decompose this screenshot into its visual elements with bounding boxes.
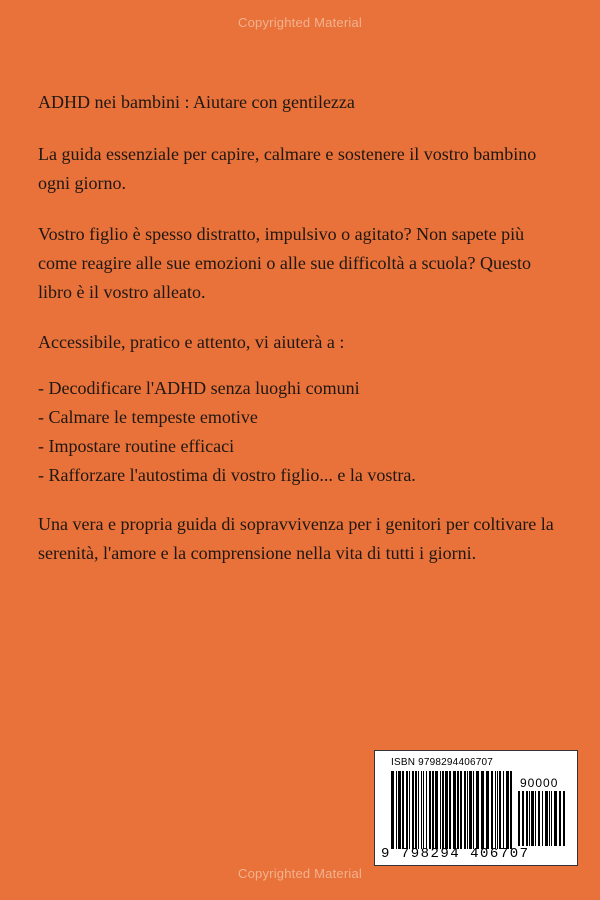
barcode-digits: 9 798294 406707: [381, 846, 530, 862]
copyright-watermark-top: Copyrighted Material: [238, 15, 362, 30]
book-title: ADHD nei bambini : Aiutare con gentilezza: [38, 92, 355, 112]
list-item: - Decodificare l'ADHD senza luoghi comuni: [38, 378, 360, 398]
barcode-addon-bars: [518, 791, 566, 846]
list-item: - Rafforzare l'autostima di vostro figlio... e la vostra.: [38, 465, 416, 485]
barcode-bars: [391, 771, 513, 849]
intro-paragraph: Vostro figlio è spesso distratto, impulsivo o agitato? Non sapete più come reagire alle sue emozioni o alle sue difficoltà a scuola? Questo libro è il vostro alleato.: [38, 224, 531, 302]
list-item: - Calmare le tempeste emotive: [38, 407, 258, 427]
list-item: - Impostare routine efficaci: [38, 436, 235, 456]
isbn-barcode: [374, 750, 578, 866]
book-subtitle: La guida essenziale per capire, calmare e sostenere il vostro bambino ogni giorno.: [38, 144, 537, 193]
benefits-list: [38, 374, 560, 490]
benefits-lead: Accessibile, pratico e attento, vi aiuterà a :: [38, 332, 345, 352]
copyright-watermark-bottom: Copyrighted Material: [238, 866, 362, 881]
closing-paragraph: Una vera e propria guida di sopravvivenza per i genitori per coltivare la serenità, l'amore e la comprensione nella vita di tutti i giorni.: [38, 514, 554, 563]
price-code: 90000: [520, 776, 559, 790]
isbn-label: ISBN 9798294406707: [391, 757, 494, 768]
